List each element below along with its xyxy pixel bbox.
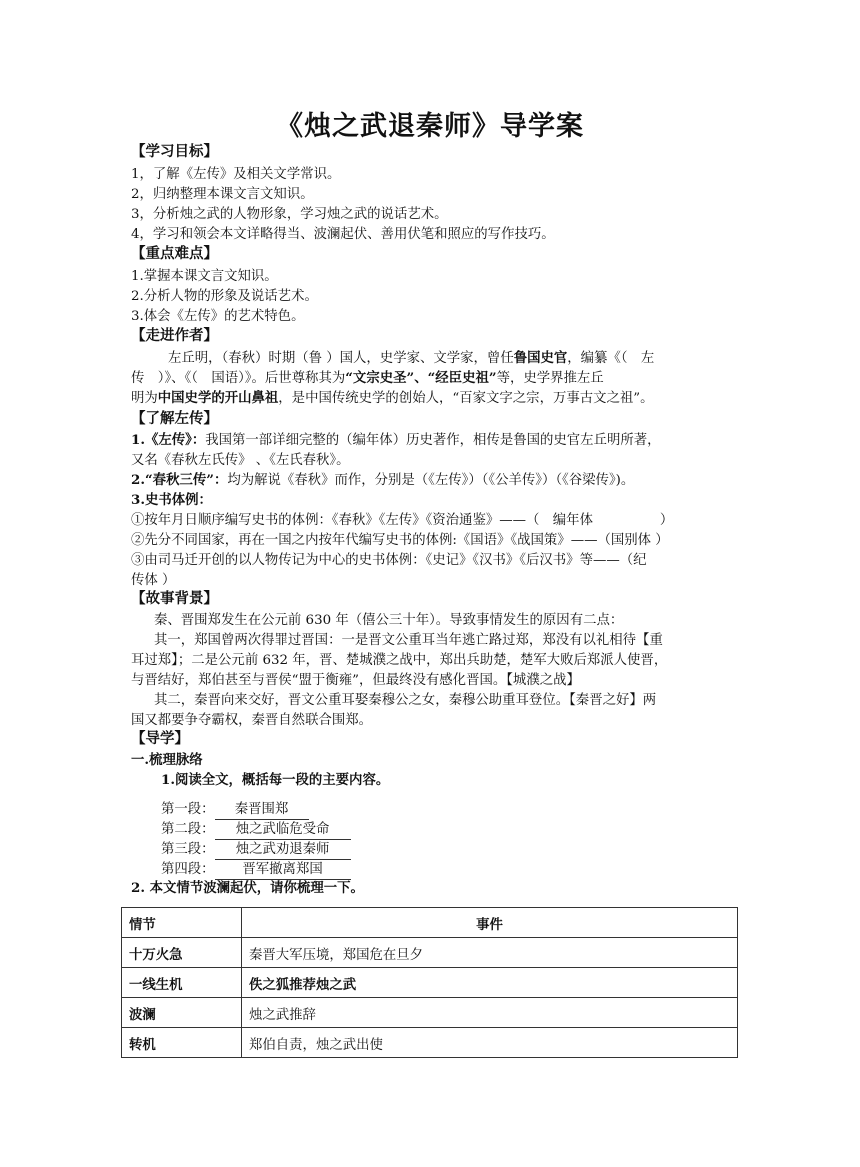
plot-table	[121, 907, 738, 1058]
zuozhuan-heading: 【了解左传】	[131, 411, 218, 427]
paragraph-answer: 晋军撤离郑国	[215, 860, 351, 880]
table-header-row	[122, 908, 738, 938]
plot-cell: 波澜	[122, 998, 242, 1028]
guide-heading: 【导学】	[131, 731, 189, 747]
background-line: 耳过郑】；二是公元前 632 年，晋、楚城濮之战中，郑出兵助楚，楚军大败后郑派人使晋，	[131, 653, 668, 668]
zuozhuan-item-3-label: 3.史书体例：	[131, 492, 212, 508]
header-plot: 情节	[122, 908, 242, 938]
background-line: 其二，秦晋向来交好，晋文公重耳娶秦穆公之女，秦穆公助重耳登位。【秦晋之好】两	[154, 693, 657, 708]
history-style-2: ②先分不同国家，再在一国之内按年代编写史书的体例:《国语》《战国策》——（国别体 ）	[131, 533, 669, 548]
zuozhuan-item-2	[131, 471, 731, 490]
event-cell: 佚之狐推荐烛之武	[242, 968, 738, 998]
background-line: 其一，郑国曾两次得罪过晋国：一是晋文公重耳当年逃亡路过郑，郑没有以礼相待【重	[154, 633, 663, 648]
background-line: 秦、晋围郑发生在公元前 630 年（僖公三十年）。导致事情发生的原因有二点：	[154, 613, 624, 628]
paragraph-answer: 烛之武劝退秦师	[215, 840, 351, 860]
key-point-item: 3.体会《左传》的艺术特色。	[131, 309, 305, 324]
author-text: 左丘明，（春秋）时期（鲁 ）国人，史学家、文学家，曾任	[168, 351, 514, 366]
paragraph-summary-row	[161, 800, 761, 820]
key-points-heading: 【重点难点】	[131, 246, 218, 262]
author-emphasis: 中国史学的开山鼻祖	[157, 390, 279, 406]
guide-question-1: 1.阅读全文，概括每一段的主要内容。	[161, 772, 390, 788]
goals-heading: 【学习目标】	[131, 144, 218, 160]
zuozhuan-item-1-cont: 又名《春秋左氏传》 、《左氏春秋》。	[131, 453, 350, 468]
author-emphasis: 鲁国史官	[513, 350, 568, 366]
goal-item: 1，了解《左传》及相关文学常识。	[131, 167, 341, 182]
goal-item: 2，归纳整理本课文言文知识。	[131, 187, 314, 202]
goal-item: 3，分析烛之武的人物形象，学习烛之武的说话艺术。	[131, 207, 448, 222]
history-style-3: ③由司马迁开创的以人物传记为中心的史书体例：《史记》《汉书》《后汉书》等——（纪	[131, 553, 647, 568]
paragraph-answer: 秦晋围郑	[215, 800, 309, 820]
paragraph-summary-row	[161, 860, 761, 880]
event-cell: 秦晋大军压境，郑国危在旦夕	[242, 938, 738, 968]
history-style-3-cont: 传体 ）	[131, 573, 176, 588]
paragraph-answer: 烛之武临危受命	[215, 820, 351, 840]
key-point-item: 1.掌握本课文言文知识。	[131, 269, 278, 284]
paragraph-label: 第一段：	[161, 802, 215, 817]
item-label: 1.《左传》：	[131, 432, 206, 448]
paragraph-summary-row	[161, 840, 761, 860]
guide-question-2: 2. 本文情节波澜起伏，请你梳理一下。	[131, 880, 364, 896]
key-point-item: 2.分析人物的形象及说话艺术。	[131, 289, 318, 304]
guide-section-1: 一.梳理脉络	[131, 752, 203, 768]
plot-cell: 一线生机	[122, 968, 242, 998]
paragraph-summary-row	[161, 820, 761, 840]
table-row	[122, 938, 738, 968]
background-line: 与晋结好，郑伯甚至与晋侯“盟于衡雍”，但最终没有感化晋国。【城濮之战】	[131, 673, 580, 688]
paragraph-label: 第四段：	[161, 862, 215, 877]
author-line-2	[131, 369, 731, 388]
history-style-1: ①按年月日顺序编写史书的体例：《春秋》《左传》《资治通鉴》——（ 编年体 ）	[131, 513, 674, 528]
background-heading: 【故事背景】	[131, 591, 218, 607]
author-line-1	[168, 349, 768, 368]
item-text: 均为解说《春秋》而作，分别是（《左传》）（《公羊传》）（《谷梁传》)。	[227, 473, 635, 488]
goal-item: 4，学习和领会本文详略得当、波澜起伏、善用伏笔和照应的写作技巧。	[131, 227, 555, 242]
author-heading: 【走进作者】	[131, 328, 218, 344]
zuozhuan-item-1	[131, 431, 731, 450]
author-line-3	[131, 389, 731, 408]
table-row	[122, 998, 738, 1028]
plot-cell: 转机	[122, 1028, 242, 1058]
event-cell: 郑伯自责，烛之武出使	[242, 1028, 738, 1058]
table-row	[122, 968, 738, 998]
author-text: 传 ）》、《（ 国语）》。后世尊称其为	[131, 371, 346, 386]
author-text: 等，史学界推左丘	[496, 371, 604, 386]
author-emphasis: “文宗史圣”、“经臣史祖”	[345, 370, 497, 386]
item-text: 我国第一部详细完整的（编年体）历史著作，相传是鲁国的史官左丘明所著，	[205, 433, 661, 448]
table-row	[122, 1028, 738, 1058]
author-text: 明为	[131, 391, 158, 406]
header-event: 事件	[242, 908, 738, 938]
author-text: ，是中国传统史学的创始人，“百家文字之宗，万事古文之祖”。	[278, 391, 654, 406]
author-text: ，编纂《（ 左	[567, 351, 655, 366]
page-title: 《烛之武退秦师》导学案	[276, 111, 584, 142]
paragraph-label: 第二段：	[161, 822, 215, 837]
plot-cell: 十万火急	[122, 938, 242, 968]
item-label: 2.“春秋三传”：	[131, 472, 228, 488]
paragraph-label: 第三段：	[161, 842, 215, 857]
background-line: 国又都要争夺霸权，秦晋自然联合围郑。	[131, 713, 373, 728]
event-cell: 烛之武推辞	[242, 998, 738, 1028]
